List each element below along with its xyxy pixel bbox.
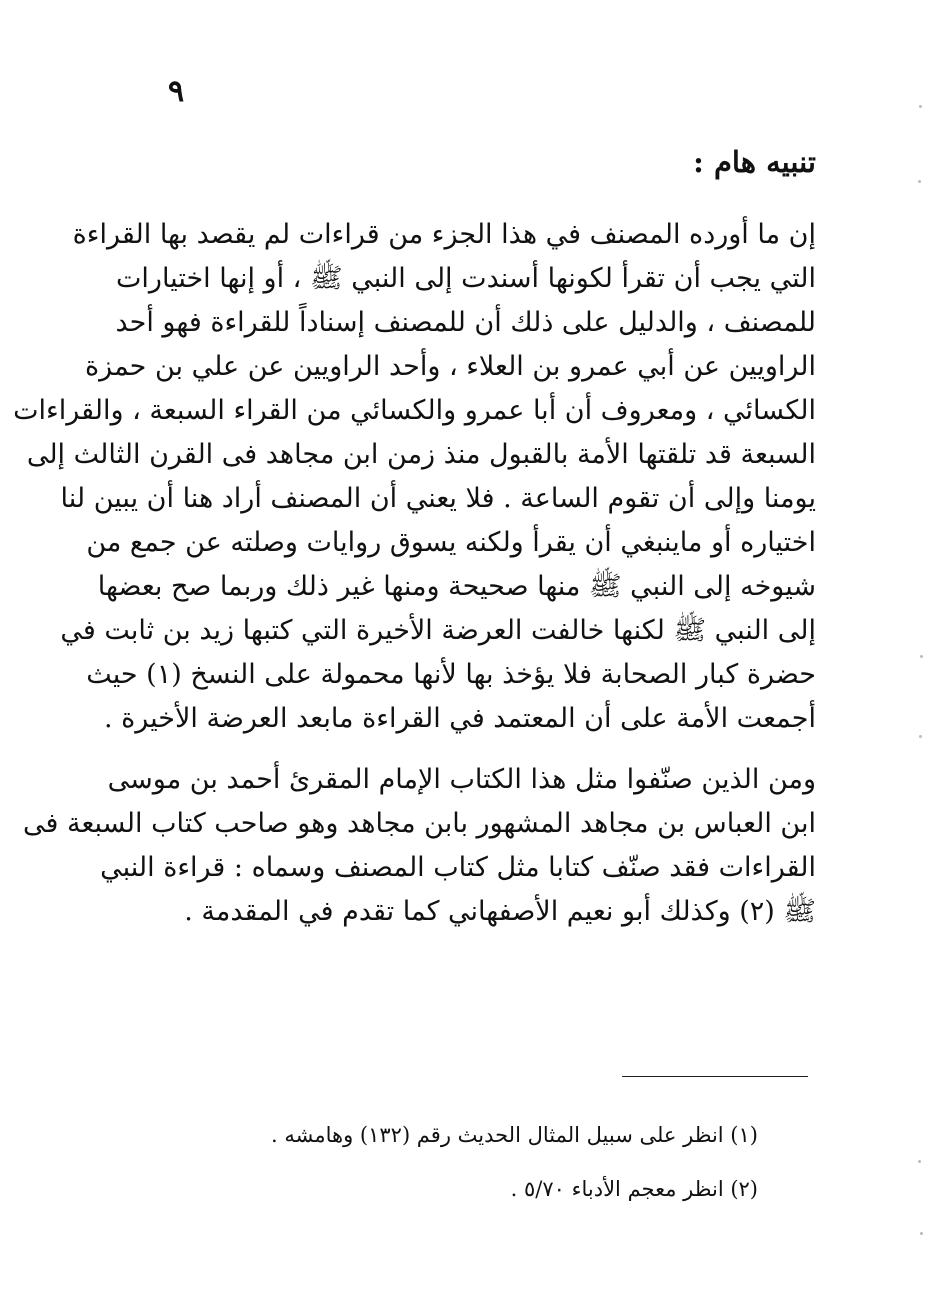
text-line: للمصنف ، والدليل على ذلك أن للمصنف إسناداً للقراءة فهو أحد bbox=[115, 307, 816, 338]
speck bbox=[918, 1160, 921, 1163]
text-line: الراويين عن أبي عمرو بن العلاء ، وأحد الراويين عن علي بن حمزة bbox=[85, 351, 816, 382]
footnote: (١) انظر على سبيل المثال الحديث رقم (١٣٢) وهامشه . bbox=[271, 1123, 758, 1147]
text-line: شيوخه إلى النبي ﷺ منها صحيحة ومنها غير ذلك وربما صح بعضها bbox=[97, 571, 816, 602]
section-heading: تنبيه هام : bbox=[693, 145, 816, 179]
text-line: أجمعت الأمة على أن المعتمد في القراءة مابعد العرضة الأخيرة . bbox=[103, 703, 816, 734]
speck bbox=[920, 655, 923, 658]
text-line: ابن العباس بن مجاهد المشهور بابن مجاهد وهو صاحب كتاب السبعة فى bbox=[23, 808, 816, 839]
text-line: التي يجب أن تقرأ لكونها أسندت إلى النبي ﷺ ، أو إنها اختيارات bbox=[116, 263, 816, 294]
text-line: حضرة كبار الصحابة فلا يؤخذ بها لأنها محمولة على النسخ (١) حيث bbox=[86, 659, 816, 690]
speck bbox=[918, 180, 921, 183]
text-line: القراءات فقد صنّف كتابا مثل كتاب المصنف وسماه : قراءة النبي bbox=[100, 852, 816, 883]
speck bbox=[920, 1232, 923, 1235]
text-line: اختياره أو ماينبغي أن يقرأ ولكنه يسوق روايات وصلته عن جمع من bbox=[86, 527, 816, 558]
scan-edge-specks bbox=[914, 0, 934, 1316]
text-line: إن ما أورده المصنف في هذا الجزء من قراءات لم يقصد بها القراءة bbox=[72, 219, 816, 250]
footnote: (٢) انظر معجم الأدباء ٥/٧٠ . bbox=[510, 1177, 758, 1201]
speck bbox=[919, 105, 922, 108]
text-line: ﷺ (٢) وكذلك أبو نعيم الأصفهاني كما تقدم في المقدمة . bbox=[184, 896, 816, 927]
text-line: يومنا وإلى أن تقوم الساعة . فلا يعني أن المصنف أراد هنا أن يبين لنا bbox=[60, 483, 816, 514]
text-line: ومن الذين صنّفوا مثل هذا الكتاب الإمام المقرئ أحمد بن موسى bbox=[107, 764, 816, 795]
speck bbox=[919, 735, 922, 738]
text-line: السبعة قد تلقتها الأمة بالقبول منذ زمن ابن مجاهد فى القرن الثالث إلى bbox=[26, 439, 816, 470]
footnote-separator bbox=[622, 1076, 808, 1077]
text-line: الكسائي ، ومعروف أن أبا عمرو والكسائي من القراء السبعة ، والقراءات bbox=[13, 395, 816, 426]
text-line: إلى النبي ﷺ لكنها خالفت العرضة الأخيرة التي كتبها زيد بن ثابت في bbox=[60, 615, 816, 646]
page-number: ٩ bbox=[168, 74, 185, 109]
